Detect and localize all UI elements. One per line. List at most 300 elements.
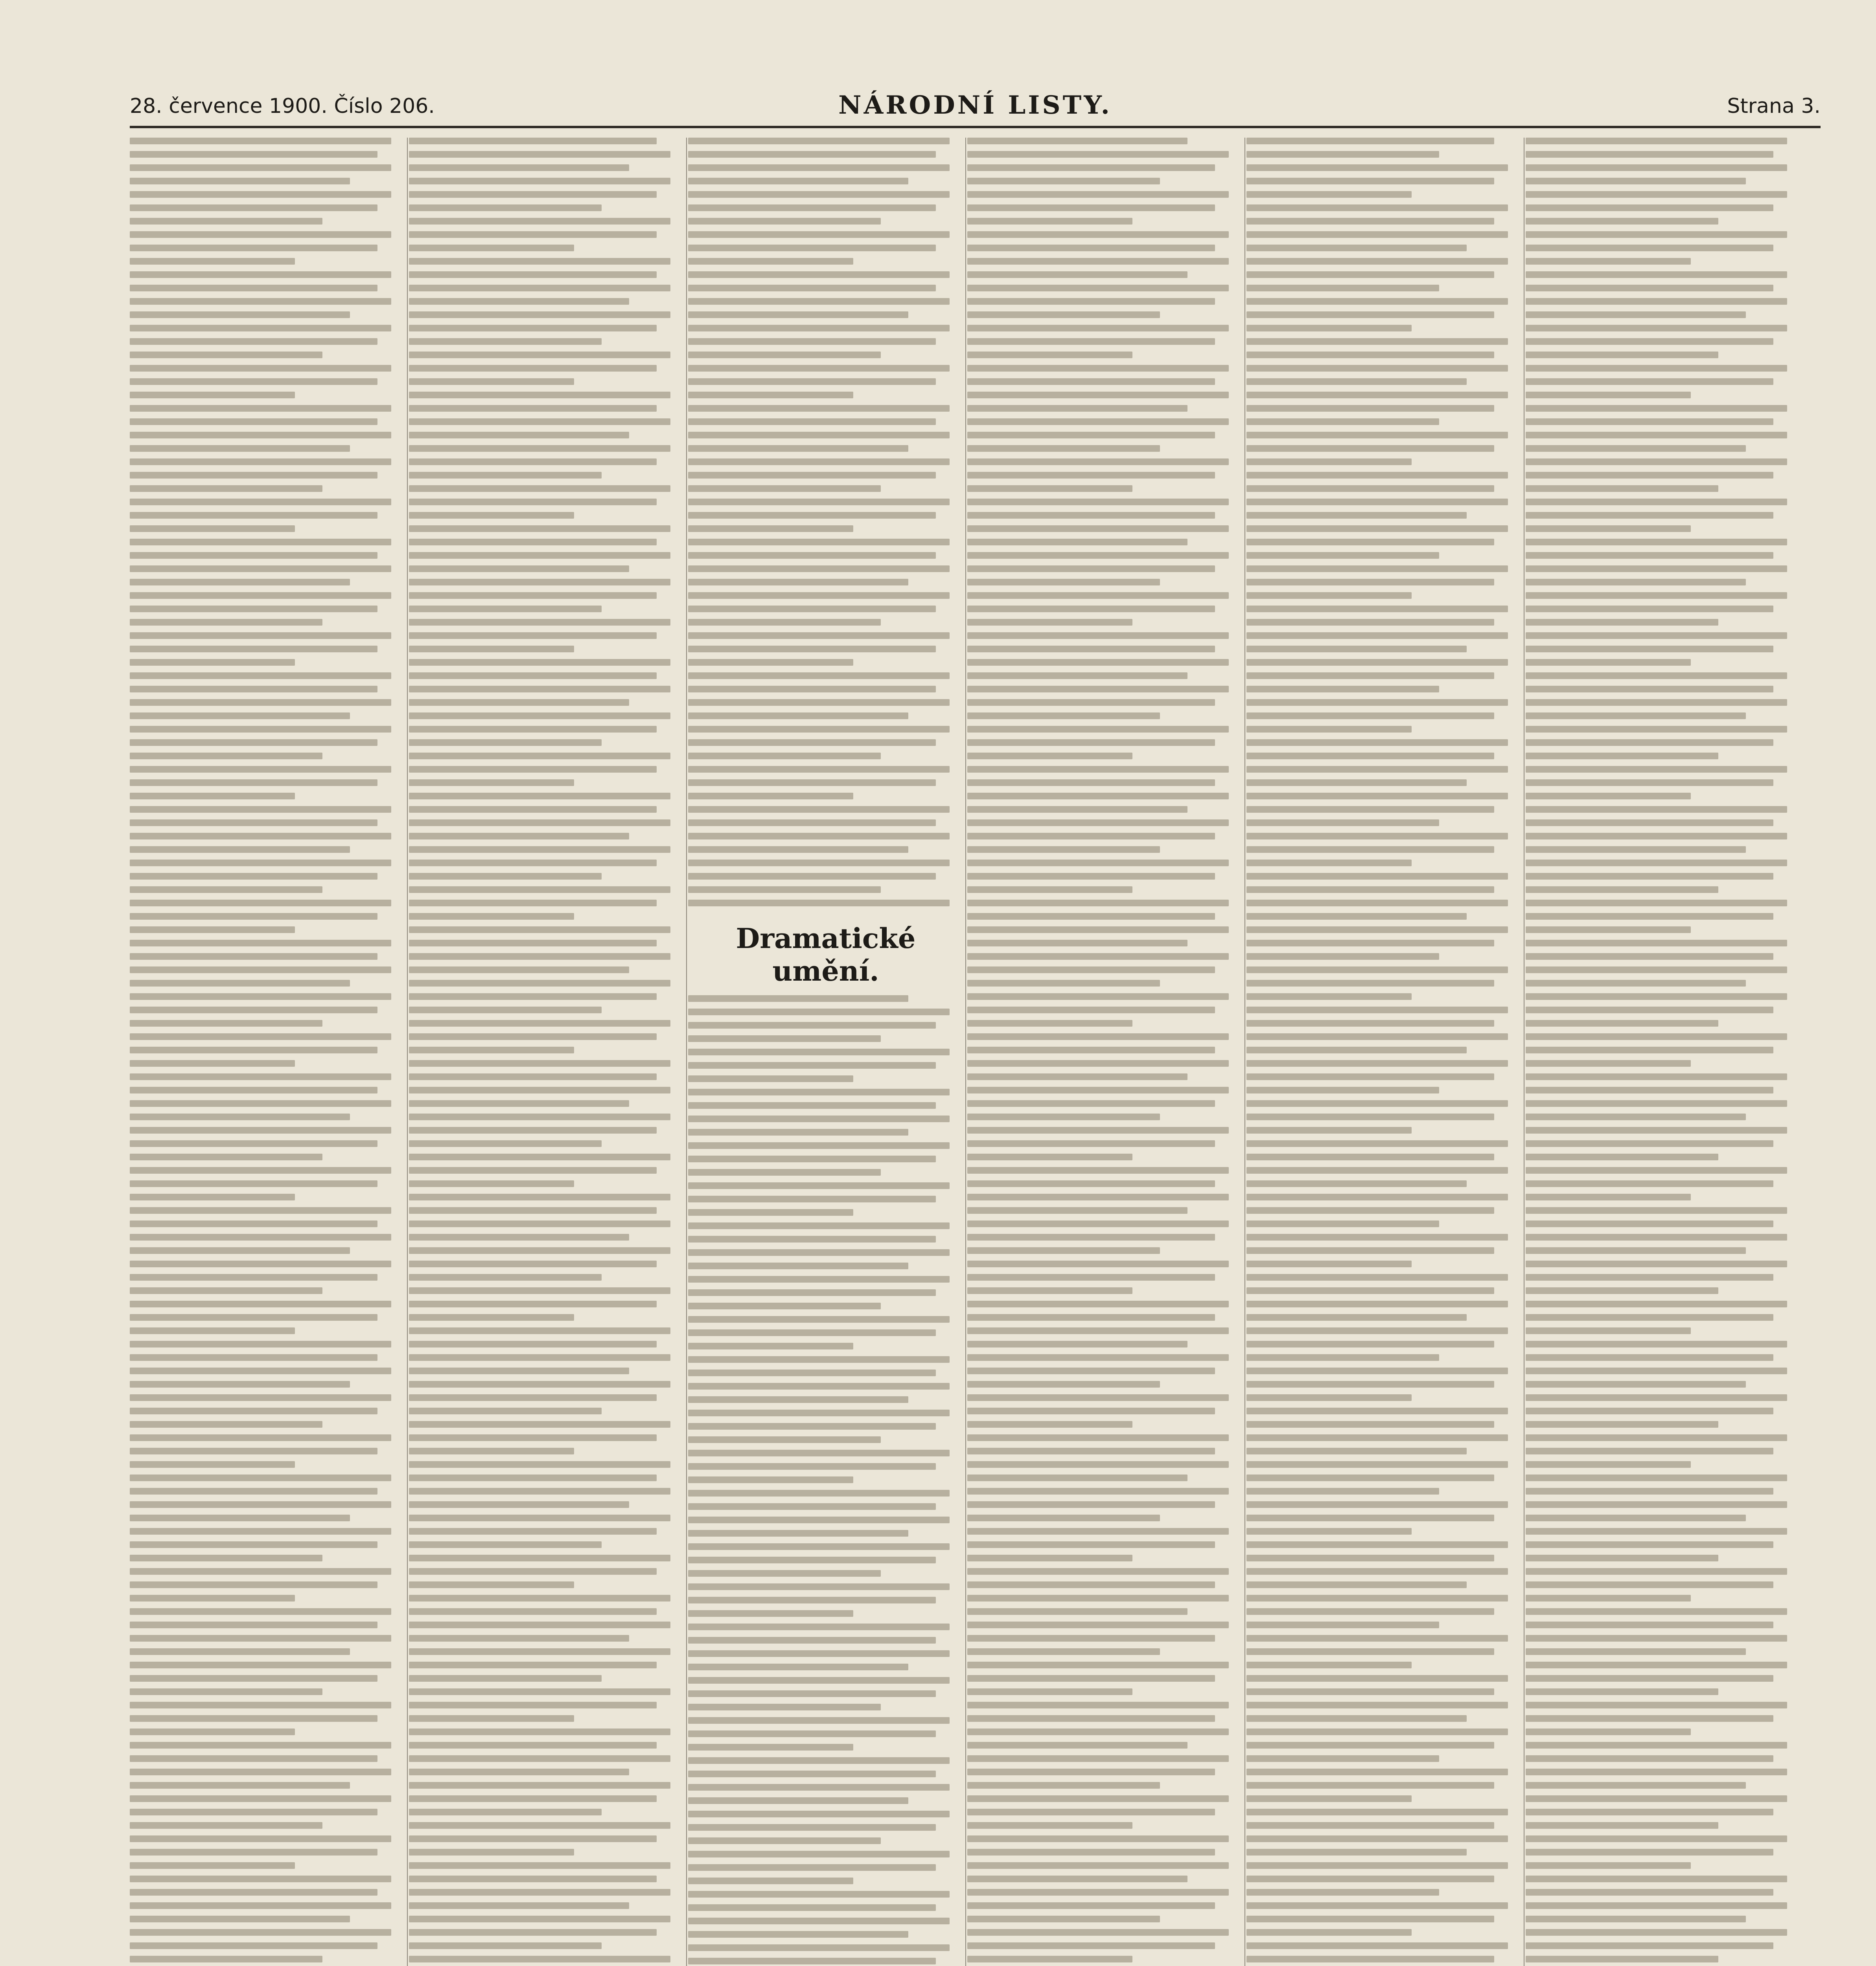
text-line-placeholder — [1246, 1862, 1508, 1869]
text-line-placeholder — [967, 485, 1132, 492]
text-line-placeholder — [1246, 164, 1508, 171]
text-line-placeholder — [967, 231, 1229, 238]
text-line-placeholder — [130, 539, 391, 545]
text-line-placeholder — [967, 686, 1229, 692]
text-line-placeholder — [967, 285, 1229, 291]
text-line-placeholder — [130, 686, 377, 692]
text-line-placeholder — [409, 499, 657, 505]
text-line-placeholder — [688, 1476, 853, 1483]
text-line-placeholder — [1526, 1929, 1787, 1936]
text-line-placeholder — [1246, 1648, 1494, 1655]
text-line-placeholder — [130, 1073, 391, 1080]
text-line-placeholder — [130, 1595, 295, 1602]
text-line-placeholder — [967, 592, 1229, 599]
text-line-placeholder — [688, 1249, 950, 1256]
text-line-placeholder — [409, 646, 574, 652]
text-line-placeholder — [967, 1688, 1132, 1695]
text-line-placeholder — [1526, 993, 1787, 1000]
text-line-placeholder — [688, 1864, 936, 1871]
text-line-placeholder — [1526, 151, 1773, 158]
text-line-placeholder — [1246, 1795, 1412, 1802]
text-line-placeholder — [1526, 1528, 1787, 1535]
text-line-placeholder — [688, 646, 936, 652]
text-line-placeholder — [688, 579, 908, 585]
text-line-placeholder — [1246, 539, 1494, 545]
text-line-placeholder — [409, 1073, 657, 1080]
column-1 — [130, 138, 405, 1966]
text-line-placeholder — [409, 1835, 657, 1842]
text-line-placeholder — [688, 995, 908, 1002]
text-line-placeholder — [967, 1769, 1215, 1775]
text-line-placeholder — [409, 753, 670, 759]
text-line-placeholder — [130, 1247, 350, 1254]
text-line-placeholder — [967, 1822, 1132, 1829]
text-line-placeholder — [1526, 1809, 1773, 1815]
text-line-placeholder — [1246, 1341, 1494, 1347]
text-line-placeholder — [409, 739, 602, 746]
text-line-placeholder — [688, 1316, 950, 1323]
text-line-placeholder — [1526, 940, 1787, 946]
text-line-placeholder — [1526, 1194, 1691, 1200]
text-line-placeholder — [967, 138, 1187, 144]
text-line-placeholder — [1526, 565, 1787, 572]
text-line-placeholder — [967, 1595, 1229, 1602]
text-line-placeholder — [409, 1769, 629, 1775]
text-line-placeholder — [1526, 271, 1787, 278]
text-line-placeholder — [409, 1314, 574, 1321]
text-line-placeholder — [1526, 365, 1787, 372]
text-line-placeholder — [1246, 1622, 1439, 1628]
text-line-placeholder — [130, 1461, 295, 1468]
text-line-placeholder — [967, 1354, 1229, 1361]
text-line-placeholder — [967, 833, 1215, 839]
text-line-placeholder — [130, 1675, 377, 1682]
text-line-placeholder — [130, 1849, 377, 1856]
text-line-placeholder — [967, 940, 1187, 946]
text-line-placeholder — [409, 779, 574, 786]
text-line-placeholder — [1526, 1648, 1746, 1655]
text-line-placeholder — [130, 258, 295, 265]
text-line-placeholder — [967, 1301, 1229, 1307]
text-line-placeholder — [1246, 245, 1467, 251]
text-line-placeholder — [1526, 1314, 1773, 1321]
text-line-placeholder — [409, 1341, 657, 1347]
text-line-placeholder — [130, 138, 391, 144]
text-line-placeholder — [688, 311, 908, 318]
text-line-placeholder — [1526, 1154, 1718, 1160]
text-line-placeholder — [130, 298, 391, 305]
text-line-placeholder — [688, 1931, 908, 1938]
text-line-placeholder — [1246, 271, 1494, 278]
text-line-placeholder — [1526, 1501, 1787, 1508]
text-line-placeholder — [967, 552, 1229, 559]
text-line-placeholder — [1246, 1180, 1467, 1187]
text-line-placeholder — [967, 846, 1160, 853]
text-line-placeholder — [1526, 726, 1787, 733]
text-line-placeholder — [1246, 993, 1412, 1000]
text-line-placeholder — [967, 445, 1160, 452]
text-line-placeholder — [409, 565, 629, 572]
text-line-placeholder — [1246, 418, 1439, 425]
text-line-placeholder — [1526, 1261, 1787, 1267]
text-line-placeholder — [130, 178, 350, 184]
text-line-placeholder — [1526, 1087, 1773, 1093]
text-line-placeholder — [967, 1287, 1132, 1294]
text-line-placeholder — [1246, 659, 1508, 666]
text-line-placeholder — [688, 178, 908, 184]
text-line-placeholder — [130, 806, 391, 813]
text-line-placeholder — [688, 1597, 936, 1603]
text-line-placeholder — [409, 619, 670, 626]
text-line-placeholder — [688, 886, 881, 893]
text-line-placeholder — [1246, 1929, 1412, 1936]
text-line-placeholder — [409, 819, 670, 826]
text-line-placeholder — [130, 458, 391, 465]
text-line-placeholder — [688, 1075, 853, 1082]
text-line-placeholder — [1246, 886, 1494, 893]
text-line-placeholder — [1526, 1635, 1787, 1642]
text-line-placeholder — [130, 860, 391, 866]
text-line-placeholder — [1526, 672, 1787, 679]
text-line-placeholder — [1246, 1261, 1412, 1267]
text-line-placeholder — [1526, 819, 1773, 826]
text-line-placeholder — [688, 606, 936, 612]
text-line-placeholder — [130, 1287, 322, 1294]
text-line-placeholder — [1246, 432, 1508, 438]
text-line-placeholder — [688, 739, 936, 746]
text-line-placeholder — [1246, 1956, 1494, 1962]
text-line-placeholder — [130, 913, 377, 920]
text-line-placeholder — [409, 806, 657, 813]
text-line-placeholder — [967, 298, 1215, 305]
text-line-placeholder — [1246, 1822, 1494, 1829]
text-line-placeholder — [130, 1007, 377, 1013]
text-line-placeholder — [688, 151, 936, 158]
text-line-placeholder — [967, 258, 1229, 265]
text-line-placeholder — [967, 619, 1132, 626]
text-line-placeholder — [967, 218, 1132, 225]
text-line-placeholder — [130, 1368, 391, 1374]
text-line-placeholder — [1246, 1501, 1508, 1508]
text-line-placeholder — [1526, 1127, 1787, 1134]
text-line-placeholder — [409, 1368, 629, 1374]
text-line-placeholder — [409, 1916, 670, 1922]
text-line-placeholder — [1246, 739, 1508, 746]
text-line-placeholder — [409, 512, 574, 519]
text-line-placeholder — [1526, 1033, 1787, 1040]
text-line-placeholder — [409, 405, 657, 412]
text-line-placeholder — [688, 1049, 950, 1055]
text-line-placeholder — [1526, 298, 1787, 305]
text-line-placeholder — [130, 873, 377, 880]
text-line-placeholder — [130, 485, 322, 492]
text-line-placeholder — [409, 458, 657, 465]
text-line-placeholder — [1246, 445, 1494, 452]
text-line-placeholder — [967, 980, 1160, 987]
text-line-placeholder — [967, 1247, 1160, 1254]
text-line-placeholder — [130, 980, 350, 987]
text-line-placeholder — [1526, 245, 1773, 251]
text-line-placeholder — [967, 1902, 1215, 1909]
text-line-placeholder — [130, 445, 350, 452]
text-line-placeholder — [1246, 1555, 1494, 1561]
text-line-placeholder — [130, 1876, 391, 1882]
text-line-placeholder — [967, 1194, 1229, 1200]
text-line-placeholder — [1526, 1100, 1787, 1107]
text-line-placeholder — [1526, 1541, 1773, 1548]
text-line-placeholder — [1246, 458, 1412, 465]
text-line-placeholder — [967, 1876, 1187, 1882]
text-line-placeholder — [688, 1744, 853, 1751]
text-line-placeholder — [409, 445, 670, 452]
text-line-placeholder — [409, 311, 670, 318]
text-line-placeholder — [130, 472, 377, 479]
text-line-placeholder — [409, 1087, 670, 1093]
text-line-placeholder — [967, 311, 1160, 318]
text-line-placeholder — [1246, 712, 1494, 719]
text-line-placeholder — [688, 819, 936, 826]
section-heading: Dramatické umění. — [736, 922, 916, 987]
text-line-placeholder — [967, 338, 1215, 345]
text-line-placeholder — [1526, 873, 1773, 880]
text-line-placeholder — [1526, 392, 1691, 398]
text-line-placeholder — [130, 1087, 377, 1093]
text-line-placeholder — [1246, 1902, 1508, 1909]
text-line-placeholder — [967, 993, 1229, 1000]
text-line-placeholder — [1526, 258, 1691, 265]
text-line-placeholder — [130, 552, 377, 559]
text-line-placeholder — [1246, 1942, 1508, 1949]
text-line-placeholder — [130, 1929, 391, 1936]
text-line-placeholder — [1526, 926, 1691, 933]
text-line-placeholder — [967, 1622, 1229, 1628]
text-line-placeholder — [130, 1408, 377, 1414]
text-line-placeholder — [688, 405, 950, 412]
text-line-placeholder — [1526, 1902, 1787, 1909]
text-line-placeholder — [967, 1394, 1229, 1401]
text-line-placeholder — [130, 1314, 377, 1321]
text-line-placeholder — [130, 766, 391, 773]
text-line-placeholder — [409, 485, 670, 492]
text-line-placeholder — [688, 432, 950, 438]
text-line-placeholder — [130, 1782, 350, 1789]
text-line-placeholder — [1526, 1795, 1787, 1802]
text-line-placeholder — [409, 1033, 657, 1040]
text-line-placeholder — [130, 245, 377, 251]
text-line-placeholder — [409, 1007, 602, 1013]
text-line-placeholder — [130, 900, 391, 906]
text-line-placeholder — [688, 271, 950, 278]
text-line-placeholder — [1246, 913, 1467, 920]
text-line-placeholder — [409, 1408, 602, 1414]
text-line-placeholder — [688, 1944, 950, 1951]
text-line-placeholder — [688, 392, 853, 398]
text-line-placeholder — [967, 1715, 1215, 1722]
text-line-placeholder — [967, 499, 1229, 505]
text-line-placeholder — [409, 980, 670, 987]
text-line-placeholder — [130, 1207, 391, 1214]
text-line-placeholder — [1246, 1448, 1467, 1454]
text-line-placeholder — [1246, 565, 1508, 572]
text-line-placeholder — [409, 525, 670, 532]
text-line-placeholder — [967, 1474, 1187, 1481]
text-line-placeholder — [1246, 1488, 1439, 1495]
text-line-placeholder — [1526, 739, 1773, 746]
text-line-placeholder — [688, 1517, 950, 1523]
text-line-placeholder — [1526, 619, 1718, 626]
text-line-placeholder — [688, 1209, 853, 1216]
text-line-placeholder — [967, 1916, 1160, 1922]
text-line-placeholder — [1526, 1421, 1718, 1428]
text-line-placeholder — [409, 392, 670, 398]
text-line-placeholder — [688, 1904, 936, 1911]
text-line-placeholder — [688, 1383, 950, 1390]
text-line-placeholder — [1246, 1007, 1508, 1013]
text-line-placeholder — [1246, 1033, 1508, 1040]
text-line-placeholder — [1246, 806, 1494, 813]
text-line-placeholder — [409, 1100, 629, 1107]
text-line-placeholder — [130, 378, 377, 385]
text-line-placeholder — [688, 1637, 936, 1644]
text-line-placeholder — [1526, 1354, 1773, 1361]
text-line-placeholder — [688, 726, 950, 733]
text-line-placeholder — [1526, 512, 1773, 519]
text-line-placeholder — [130, 940, 391, 946]
text-line-placeholder — [1246, 592, 1412, 599]
text-line-placeholder — [967, 672, 1187, 679]
text-line-placeholder — [688, 1811, 950, 1817]
text-line-placeholder — [130, 151, 377, 158]
text-line-placeholder — [1246, 472, 1508, 479]
text-line-placeholder — [130, 592, 391, 599]
text-line-placeholder — [1246, 365, 1508, 372]
text-line-placeholder — [688, 1650, 950, 1657]
text-line-placeholder — [409, 1114, 670, 1120]
text-line-placeholder — [688, 659, 853, 666]
text-line-placeholder — [967, 191, 1229, 198]
text-line-placeholder — [1526, 1956, 1718, 1962]
text-line-placeholder — [409, 1555, 670, 1561]
text-line-placeholder — [1246, 525, 1508, 532]
text-line-placeholder — [130, 1715, 377, 1722]
text-line-placeholder — [688, 1102, 936, 1109]
text-line-placeholder — [1526, 900, 1787, 906]
text-line-placeholder — [409, 1541, 602, 1548]
text-line-placeholder — [1246, 285, 1439, 291]
column-divider — [965, 138, 966, 1966]
text-line-placeholder — [1246, 926, 1508, 933]
text-line-placeholder — [967, 1167, 1229, 1174]
text-line-placeholder — [1526, 833, 1787, 839]
text-line-placeholder — [688, 619, 881, 626]
text-line-placeholder — [967, 1434, 1229, 1441]
text-line-placeholder — [1526, 552, 1773, 559]
text-line-placeholder — [688, 793, 853, 799]
text-line-placeholder — [688, 1557, 936, 1563]
text-line-placeholder — [409, 1234, 629, 1241]
text-line-placeholder — [967, 378, 1215, 385]
text-line-placeholder — [967, 1381, 1160, 1388]
text-line-placeholder — [409, 1622, 670, 1628]
text-line-placeholder — [130, 1180, 377, 1187]
text-line-placeholder — [1246, 873, 1508, 880]
text-line-placeholder — [1246, 1368, 1508, 1374]
text-line-placeholder — [688, 712, 908, 719]
text-line-placeholder — [1246, 1020, 1494, 1027]
text-line-placeholder — [1526, 1688, 1718, 1695]
text-line-placeholder — [1526, 953, 1773, 960]
text-line-placeholder — [967, 1341, 1187, 1347]
text-line-placeholder — [409, 285, 670, 291]
text-line-placeholder — [1526, 766, 1787, 773]
text-line-placeholder — [1526, 779, 1773, 786]
text-line-placeholder — [1526, 1180, 1773, 1187]
text-line-placeholder — [688, 218, 881, 225]
text-line-placeholder — [967, 579, 1160, 585]
text-line-placeholder — [409, 1207, 657, 1214]
text-line-placeholder — [1526, 338, 1773, 345]
text-line-placeholder — [1526, 1715, 1773, 1722]
text-line-placeholder — [688, 1757, 950, 1764]
text-line-placeholder — [409, 1327, 670, 1334]
text-line-placeholder — [688, 672, 950, 679]
text-line-placeholder — [1246, 1474, 1494, 1481]
text-line-placeholder — [130, 1261, 391, 1267]
text-line-placeholder — [130, 1635, 391, 1642]
text-line-placeholder — [1246, 1047, 1467, 1053]
text-line-placeholder — [1526, 1073, 1787, 1080]
text-line-placeholder — [688, 245, 936, 251]
text-line-placeholder — [688, 539, 950, 545]
text-line-placeholder — [409, 191, 657, 198]
text-line-placeholder — [967, 1140, 1215, 1147]
text-line-placeholder — [967, 646, 1215, 652]
text-line-placeholder — [688, 565, 950, 572]
text-line-placeholder — [688, 1918, 950, 1924]
text-line-placeholder — [967, 1448, 1215, 1454]
text-line-placeholder — [1526, 1742, 1787, 1749]
text-line-placeholder — [130, 1795, 391, 1802]
text-line-placeholder — [967, 1809, 1215, 1815]
text-line-placeholder — [130, 1140, 377, 1147]
text-line-placeholder — [409, 966, 629, 973]
text-line-placeholder — [409, 1474, 657, 1481]
text-line-placeholder — [1246, 1421, 1494, 1428]
text-line-placeholder — [1526, 1448, 1773, 1454]
text-line-placeholder — [688, 1958, 936, 1964]
text-line-placeholder — [1246, 231, 1508, 238]
text-line-placeholder — [967, 1541, 1215, 1548]
text-line-placeholder — [1246, 392, 1508, 398]
text-line-placeholder — [1246, 793, 1508, 799]
text-line-placeholder — [1526, 699, 1787, 706]
text-line-placeholder — [409, 1902, 629, 1909]
text-line-placeholder — [1526, 499, 1787, 505]
text-line-placeholder — [1246, 966, 1508, 973]
text-line-placeholder — [967, 418, 1229, 425]
text-line-placeholder — [130, 1889, 377, 1896]
text-line-placeholder — [688, 1570, 881, 1577]
text-line-placeholder — [1246, 753, 1494, 759]
text-line-placeholder — [967, 1207, 1187, 1214]
issue-date: 28. července 1900. Číslo 206. — [130, 94, 435, 118]
text-line-placeholder — [409, 1247, 670, 1254]
text-line-placeholder — [688, 191, 950, 198]
text-line-placeholder — [130, 1194, 295, 1200]
text-line-placeholder — [130, 712, 350, 719]
text-line-placeholder — [1526, 793, 1691, 799]
text-line-placeholder — [1526, 1060, 1691, 1067]
